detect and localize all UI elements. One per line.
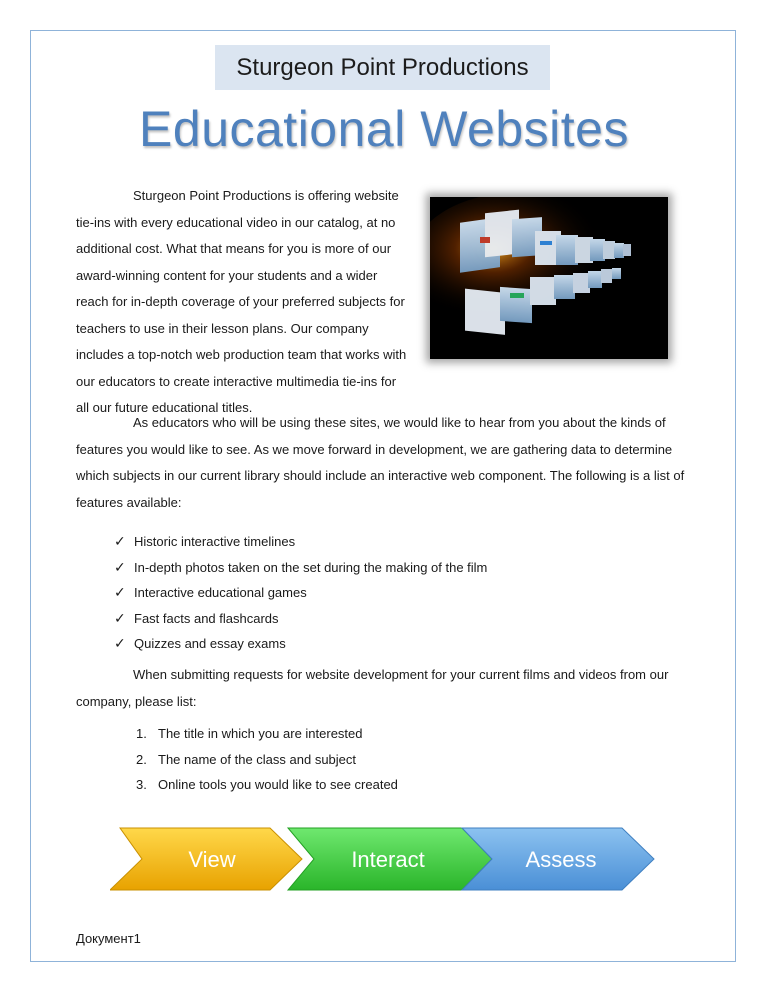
websites-flythrough-image bbox=[430, 197, 668, 359]
step-number: 2. bbox=[136, 751, 147, 767]
interact-label: Interact bbox=[351, 847, 425, 872]
submission-paragraph bbox=[76, 662, 696, 715]
list-item bbox=[114, 580, 487, 606]
feature-label: Interactive educational games bbox=[134, 585, 307, 601]
list-item bbox=[114, 606, 487, 632]
list-item bbox=[136, 721, 398, 747]
step-number: 1. bbox=[136, 726, 147, 742]
feature-label: Fast facts and flashcards bbox=[134, 610, 279, 626]
feature-label: In-depth photos taken on the set during the making of the film bbox=[134, 559, 488, 575]
checkmark-icon: ✓ bbox=[114, 558, 126, 575]
intro-text: Sturgeon Point Productions is offering website tie-ins with every educational video in our catalog, at no additional cost. What that means for you is more of our award-winning content for your students and a wider reach for in-depth coverage of your preferred subjects for teachers to use in their lesson plans. Our company includes a top-notch web production team that works with our educators to create interactive multimedia tie-ins for all our future educational titles. bbox=[76, 188, 407, 415]
list-item bbox=[114, 529, 487, 555]
process-arrows bbox=[110, 826, 658, 892]
view-label: View bbox=[188, 847, 236, 872]
process-diagram bbox=[110, 826, 658, 892]
step-label: Online tools you would like to see created bbox=[158, 777, 398, 793]
websites-image bbox=[430, 197, 668, 359]
checkmark-icon: ✓ bbox=[114, 635, 126, 652]
features-intro-paragraph bbox=[76, 410, 696, 516]
list-item bbox=[136, 747, 398, 773]
step-label: The title in which you are interested bbox=[158, 726, 363, 742]
checkmark-icon: ✓ bbox=[114, 584, 126, 601]
features-intro-text: As educators who will be using these sites, we would like to hear from you about the kinds of features you would like to see. As we move forward in development, we are gathering data to determine which subjects in our current library should include an interactive web component. The following is a list of features available: bbox=[76, 415, 685, 510]
assess-label: Assess bbox=[525, 847, 597, 872]
feature-label: Quizzes and essay exams bbox=[134, 636, 286, 652]
intro-paragraph bbox=[76, 183, 411, 422]
feature-label: Historic interactive timelines bbox=[134, 534, 296, 550]
company-name-box bbox=[215, 45, 550, 90]
footer-document-name: Документ1 bbox=[76, 931, 141, 946]
checkmark-icon: ✓ bbox=[114, 609, 126, 626]
page-title: Educational Websites bbox=[139, 101, 629, 157]
list-item bbox=[114, 631, 487, 657]
list-item bbox=[136, 772, 398, 798]
step-number: 3. bbox=[136, 777, 147, 793]
list-item bbox=[114, 555, 487, 581]
checkmark-icon: ✓ bbox=[114, 533, 126, 550]
features-list bbox=[114, 529, 487, 657]
company-name: Sturgeon Point Productions bbox=[236, 53, 529, 81]
submission-steps-list bbox=[136, 721, 398, 798]
step-label: The name of the class and subject bbox=[158, 751, 357, 767]
submission-text: When submitting requests for website development for your current films and videos from our company, please list: bbox=[76, 667, 669, 709]
